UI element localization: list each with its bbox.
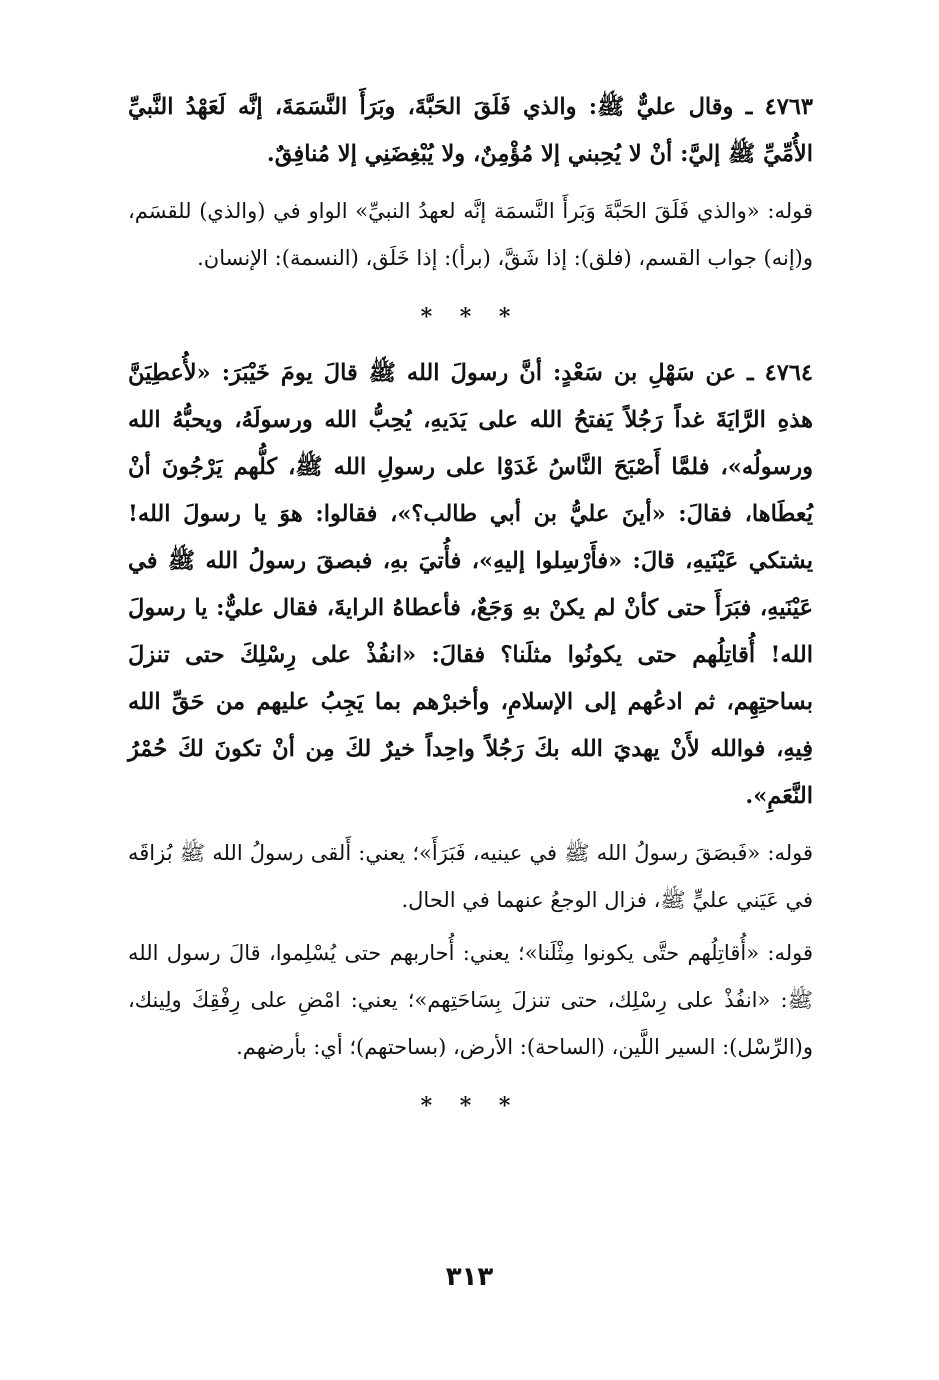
commentary-4763: قوله: «والذي فَلَقَ الحَبَّةَ وَبَرأَ النَّسمَة إنَّه لعهدُ النبيِّ» الواو في (والذي) للقسَم، و(إنه) جواب القسم، (فلق): إذا شَقَّ، (برأ): إذا خَلَق، (النسمة): الإنسان. <box>128 199 813 270</box>
spacer <box>128 178 813 188</box>
spacer <box>128 820 813 830</box>
page-number: ٣١٣ <box>445 1262 494 1292</box>
hadith-4763: ٤٧٦٣ ـ وقال عليٌّ ﷺ: والذي فَلَقَ الحَبَّةَ، وبَرَأَ النَّسَمَةَ، إنَّه لَعَهْدُ النَّبيِّ الأُمِّيِّ ﷺ إليَّ: أنْ لا يُحِبني إلا مُؤْمِنٌ، ولا يُبْغِضَنِي إلا مُنافِقٌ. <box>128 94 813 167</box>
section-separator: * * * <box>420 304 521 330</box>
section-separator: * * * <box>420 1093 521 1119</box>
commentary-4764-b: قوله: «أُقاتِلُهم حتَّى يكونوا مِثْلَنا»؛ يعني: أُحاربهم حتى يُسْلِموا، قالَ رسول الله ﷺ: «انفُذْ على رِسْلِك، حتى تنزلَ بِسَاحَتِهم»؛ يعني: امْضِ على رِفْقِكَ ولِينك، و(الرِّسْل): السير اللَّين، (الساحة): الأرض، (بساحتهم)؛ أي: بأرضهم. <box>128 941 813 1059</box>
page-body <box>128 84 813 1139</box>
hadith-4764: ٤٧٦٤ ـ عن سَهْلِ بن سَعْدٍ: أنَّ رسولَ الله ﷺ قالَ يومَ خَيْبَرَ: «لأُعطِيَنَّ هذهِ الرَّايَةَ غداً رَجُلاً يَفتحُ الله على يَدَيهِ، يُحِبُّ الله ورسولَهُ، ويحبُّهُ الله ورسولُه»، فلمَّا أَصْبَحَ النَّاسُ غَدَوْا على رسولِ الله ﷺ، كلُّهم يَرْجُونَ أنْ يُعطَاها، فقالَ: «أينَ عليُّ بن أبي طالب؟»، فقالوا: هوَ يا رسولَ الله! يشتكي عَيْنَيهِ، قالَ: «فأَرْسِلوا إليهِ»، فأُتيَ بهِ، فبصقَ رسولُ الله ﷺ في عَيْنَيهِ، فبَرَأَ حتى كأنْ لم يكنْ بهِ وَجَعٌ، فأعطاهُ الرايةَ، فقال عليٌّ: يا رسولَ الله! أُقاتِلُهم حتى يكونُوا مثلَنا؟ فقالَ: «انفُذْ على رِسْلِكَ حتى تنزلَ بساحتِهِم، ثم ادعُهم إلى الإسلامِ، وأخبرْهم بما يَجِبُ عليهم من حَقِّ الله فِيهِ، فوالله لأَنْ يهديَ الله بكَ رَجُلاً واحِداً خيرٌ لكَ مِن أنْ تكونَ لكَ حُمْرُ النَّعَمِ». <box>128 360 813 809</box>
commentary-4764-a: قوله: «فَبصَقَ رسولُ الله ﷺ في عينيه، فَبَرَأَ»؛ يعني: أَلقى رسولُ الله ﷺ بُزاقَه في عَيَني عليٍّ ﷺ، فزال الوجعُ عنهما في الحال. <box>128 841 813 912</box>
